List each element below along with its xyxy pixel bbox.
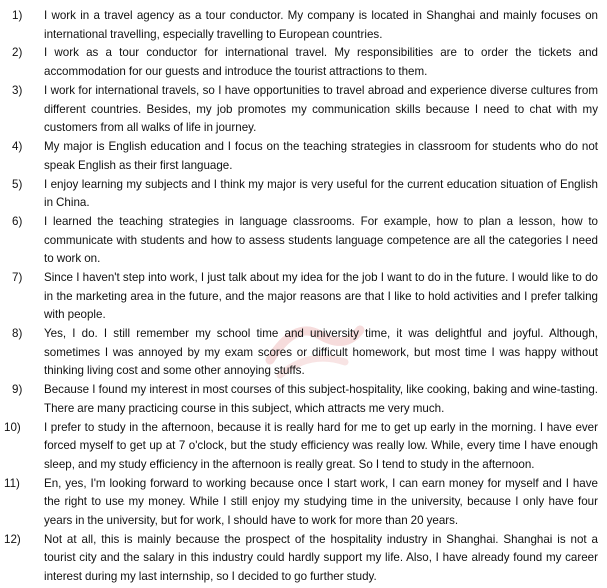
item-number: 4) <box>12 140 23 154</box>
answer-item <box>0 44 607 81</box>
item-number: 12) <box>4 532 21 546</box>
item-text: I enjoy learning my subjects and I think my major is very useful for the current education situation of English in China. <box>44 177 598 210</box>
item-text: I work as a tour conductor for international travel. My responsibilities are to order the tickets and accommodation for our guests and introduce the tourist attractions to them. <box>44 46 598 79</box>
item-text: I work in a travel agency as a tour conductor. My company is located in Shanghai and mainly focuses on international travelling, especially travelling to European countries. <box>44 9 598 41</box>
answer-item <box>0 82 607 138</box>
answer-item <box>0 7 607 44</box>
item-number: 10) <box>4 420 21 434</box>
answer-item <box>0 325 607 381</box>
answer-item <box>0 269 607 325</box>
answer-item <box>0 475 607 531</box>
answer-item <box>0 381 607 418</box>
item-number: 5) <box>12 177 23 191</box>
answer-item <box>0 531 607 587</box>
item-number: 1) <box>12 9 23 22</box>
item-text: Since I haven't step into work, I just talk about my idea for the job I want to do in the future. I would like to do in the marketing area in the future, and the major reasons are that I like to hold activities and I prefer talking with people. <box>44 271 598 322</box>
item-text: I prefer to study in the afternoon, because it is really hard for me to get up early in the morning. I have ever forced myself to get up at 7 o'clock, but the study efficiency was really low. While, every time I have enough sleep, and my study efficiency in the afternoon is really great. So I tend to study in the afternoon. <box>44 420 598 471</box>
item-number: 11) <box>4 476 20 490</box>
item-number: 8) <box>12 327 23 341</box>
item-number: 9) <box>12 383 23 397</box>
item-text: Not at all, this is mainly because the prospect of the hospitality industry in Shanghai. Shanghai is not a tourist city and the salary in this industry could hardly support my life. Also, I have already found my career interest during my last internship, so I decided to go further study. <box>44 532 598 584</box>
item-text: Because I found my interest in most courses of this subject-hospitality, like cooking, baking and wine-tasting. There are many practicing course in this subject, which attracts me very much. <box>44 383 598 415</box>
item-number: 3) <box>12 83 23 97</box>
item-text: Yes, I do. I still remember my school time and university time, it was delightful and joyful. Although, sometimes I was annoyed by my exam scores or difficult homework, but most time I was happy without thinking living cost and some other annoying stuffs. <box>44 327 598 378</box>
answer-list <box>0 7 607 587</box>
item-number: 2) <box>12 46 23 60</box>
item-text: My major is English education and I focus on the teaching strategies in classroom for students who do not speak English as their first language. <box>44 140 598 172</box>
answer-item <box>0 176 607 213</box>
item-text: I learned the teaching strategies in language classrooms. For example, how to plan a lesson, how to communicate with students and how to assess students language competence are all the categories I need to work on. <box>44 215 598 266</box>
item-text: I work for international travels, so I have opportunities to travel abroad and experience diverse cultures from different countries. Besides, my job promotes my communication skills because I need to chat with my customers from all walks of life in journey. <box>44 83 598 135</box>
item-text: En, yes, I'm looking forward to working because once I start work, I can earn money for myself and I have the right to use my money. While I still enjoy my studying time in the university, because I only have four years in the university, but for work, I should have to work for more than 20 years. <box>44 476 598 527</box>
item-number: 7) <box>12 271 23 285</box>
item-number: 6) <box>12 215 23 229</box>
answer-item <box>0 138 607 175</box>
answer-item <box>0 213 607 269</box>
answer-item <box>0 419 607 475</box>
